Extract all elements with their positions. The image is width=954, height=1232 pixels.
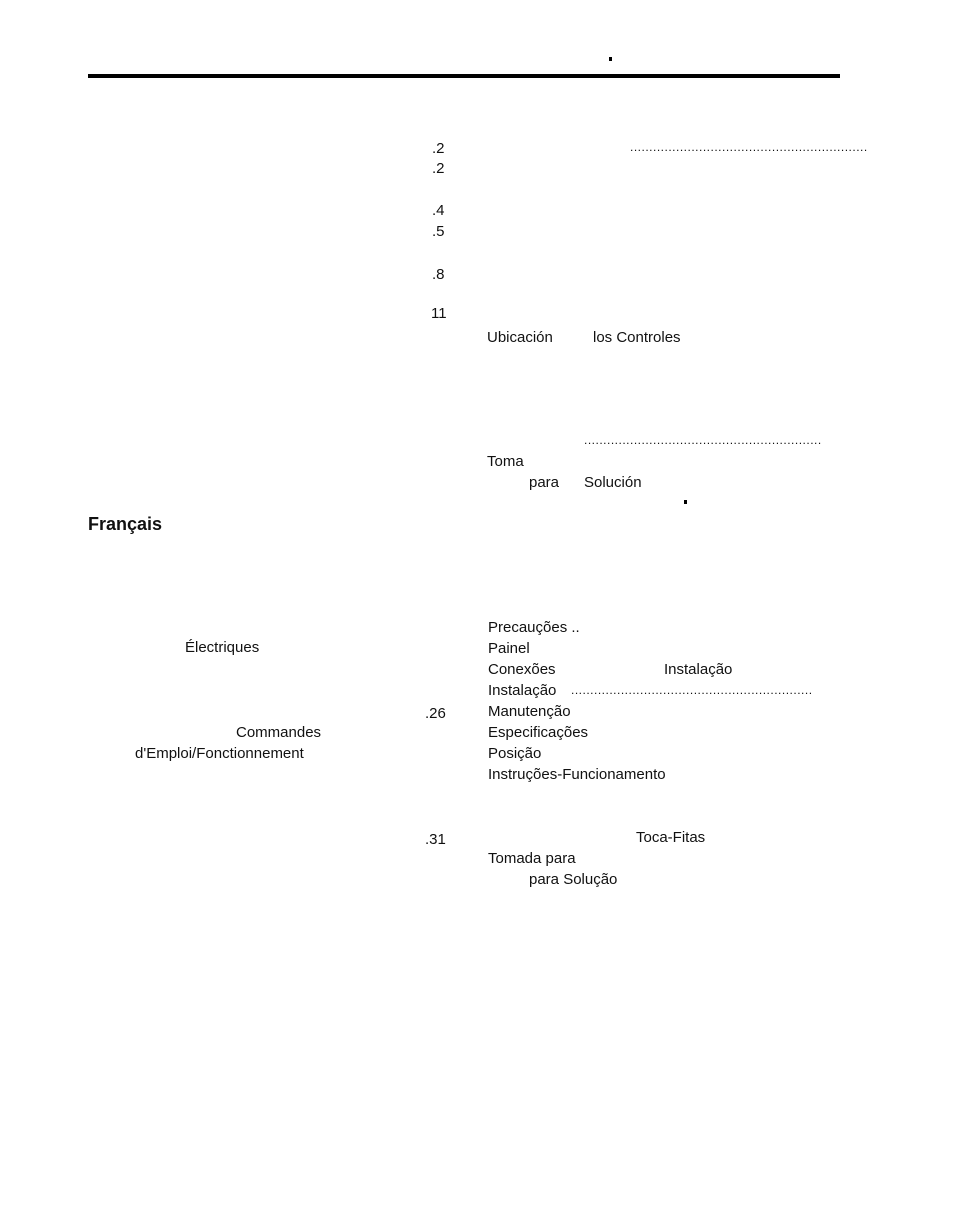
- toc-entry-conexoes: Conexões: [488, 661, 556, 678]
- dot-leader: ...............................................................: [571, 683, 813, 697]
- toc-entry-toca-fitas: Toca-Fitas: [636, 829, 706, 846]
- page-number: 11: [431, 305, 447, 322]
- toc-entry-ubicacion: Ubicación: [487, 329, 553, 346]
- toc-entry-tomada-para: Tomada para: [488, 850, 576, 867]
- toc-entry-commandes: Commandes: [236, 724, 322, 741]
- page-number: .5: [432, 223, 445, 240]
- toc-entry-especificacoes: Especificações: [488, 724, 589, 741]
- toc-entry-manutencao: Manutenção: [488, 703, 571, 720]
- toc-entry-para-solucao: para Solução: [529, 871, 618, 888]
- toc-entry-precaucoes: Precauções ..: [488, 619, 580, 636]
- dot-leader: ..............................................................: [630, 140, 868, 154]
- toc-entry-toma: Toma: [487, 453, 524, 470]
- section-heading-francais: Français: [88, 514, 163, 534]
- page-number: .2: [432, 140, 445, 157]
- toc-entry-instrucoes-funcionamento: Instruções-Funcionamento: [488, 766, 666, 783]
- toc-entry-los-controles: los Controles: [593, 329, 681, 346]
- scan-mark-middle: [684, 500, 687, 504]
- page-number: .4: [432, 202, 445, 219]
- toc-entry-painel: Painel: [488, 640, 530, 657]
- dot-leader: ..............................................................: [584, 433, 822, 447]
- page-number: .8: [432, 266, 445, 283]
- page-number: .2: [432, 160, 445, 177]
- page-number: .31: [425, 831, 446, 848]
- toc-entry-instalacao: Instalação: [488, 682, 557, 699]
- header-rule: [88, 74, 840, 78]
- scan-mark-top: [609, 57, 612, 61]
- toc-entry-emploi-fonctionnement: d'Emploi/Fonctionnement: [135, 745, 304, 762]
- toc-entry-para: para: [529, 474, 560, 491]
- toc-entry-solucion: Solución: [584, 474, 642, 491]
- toc-entry-electriques: Électriques: [185, 639, 260, 656]
- toc-entry-posicao: Posição: [488, 745, 542, 762]
- toc-entry-instalacao: Instalação: [664, 661, 733, 678]
- page-number: .26: [425, 705, 446, 722]
